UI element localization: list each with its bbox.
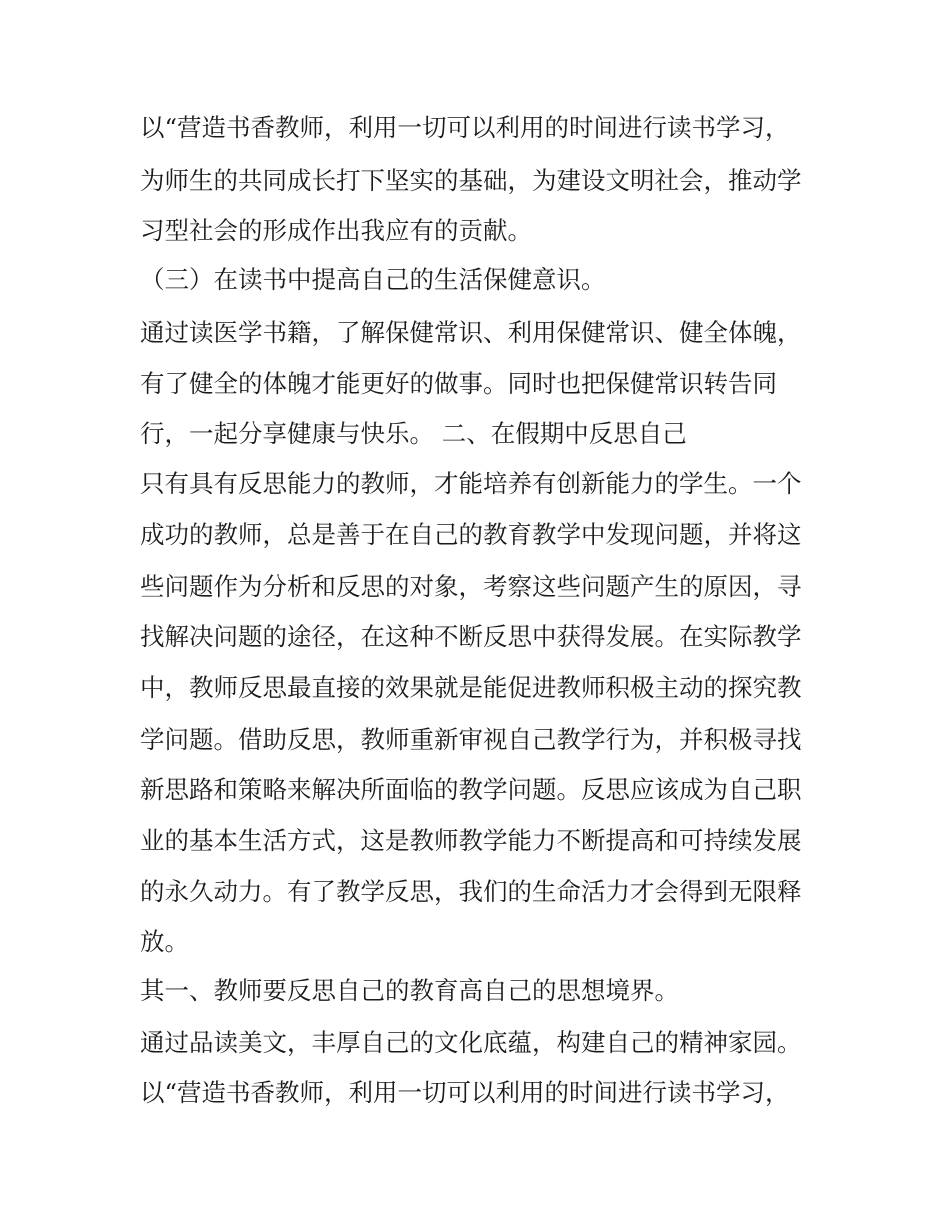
text-line: 些问题作为分析和反思的对象，考察这些问题产生的原因，寻 xyxy=(140,572,802,601)
text-line: 放。 xyxy=(140,927,189,956)
text-line: 新思路和策略来解决所面临的教学问题。反思应该成为自己职 xyxy=(140,775,802,804)
text-line: 找解决问题的途径，在这种不断反思中获得发展。在实际教学 xyxy=(140,622,802,651)
section-heading: 其一、教师要反思自己的教育高自己的思想境界。 xyxy=(140,976,679,1005)
text-line: 学问题。借助反思，教师重新审视自己教学行为，并积极寻找 xyxy=(140,725,802,754)
section-heading: （三）在读书中提高自己的生活保健意识。 xyxy=(140,265,606,294)
text-line: 行，一起分享健康与快乐。 二、在假期中反思自己 xyxy=(140,419,687,448)
text-line: 以“营造书香教师，利用一切可以利用的时间进行读书学习， xyxy=(140,113,790,142)
text-line: 以“营造书香教师，利用一切可以利用的时间进行读书学习， xyxy=(140,1078,790,1107)
text-line: 习型社会的形成作出我应有的贡献。 xyxy=(140,216,532,245)
text-line: 中，教师反思最直接的效果就是能促进教师积极主动的探究教 xyxy=(140,673,802,702)
text-line: 为师生的共同成长打下坚实的基础，为建设文明社会，推动学 xyxy=(140,166,802,195)
text-line: 只有具有反思能力的教师，才能培养有创新能力的学生。一个 xyxy=(140,469,802,498)
text-line: 有了健全的体魄才能更好的做事。同时也把保健常识转告同 xyxy=(140,369,777,398)
text-line: 通过读医学书籍，了解保健常识、利用保健常识、健全体魄， xyxy=(140,318,802,347)
text-line: 通过品读美文，丰厚自己的文化底蕴，构建自己的精神家园。 xyxy=(140,1028,802,1057)
text-line: 业的基本生活方式，这是教师教学能力不断提高和可持续发展 xyxy=(140,826,802,855)
text-line: 成功的教师，总是善于在自己的教育教学中发现问题，并将这 xyxy=(140,520,802,549)
text-line: 的永久动力。有了教学反思，我们的生命活力才会得到无限释 xyxy=(140,877,802,906)
